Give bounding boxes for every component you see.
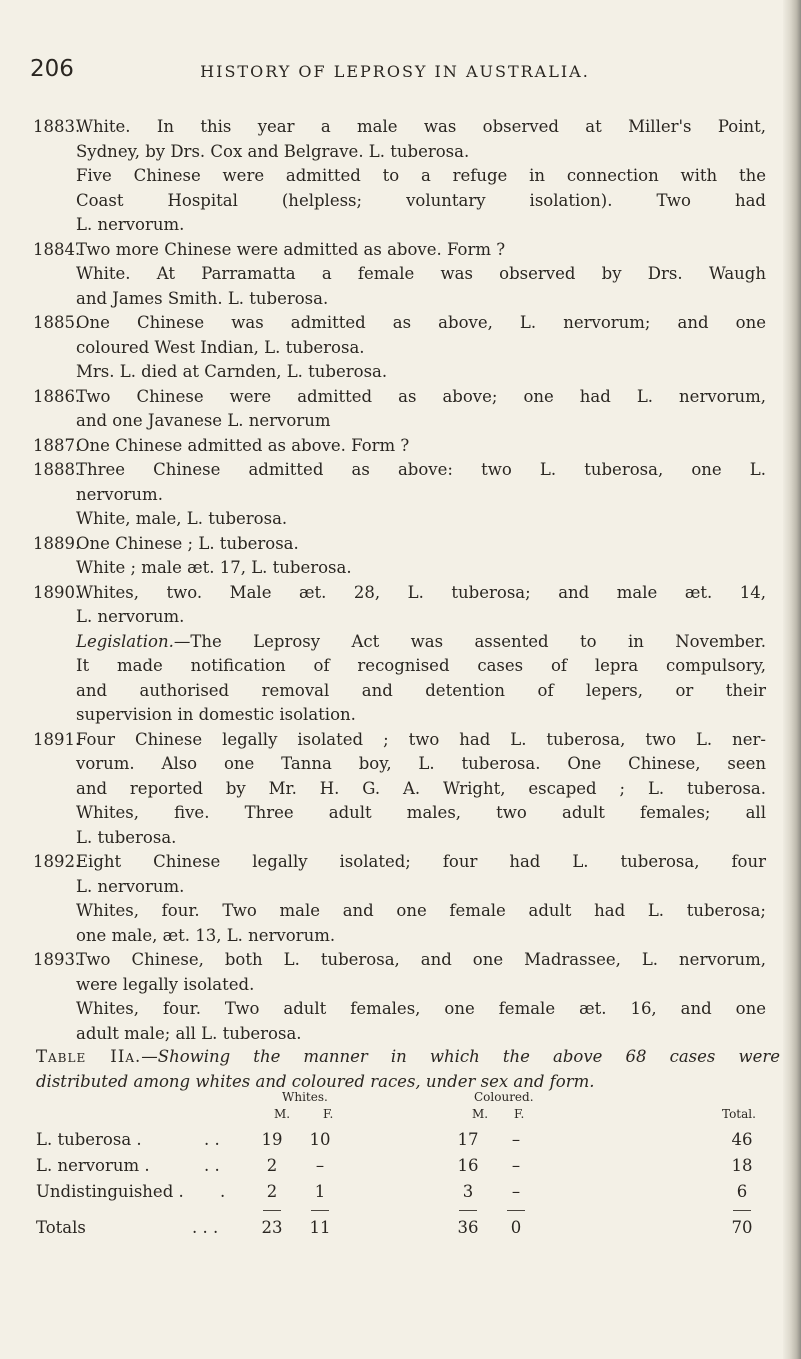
entry-line: one male, æt. 13, L. nervorum.	[76, 925, 336, 945]
cell-whites-f: 11	[309, 1218, 331, 1237]
entry-line: Whites, two. Male æt. 28, L. tuberosa; and male æt. 14,	[76, 582, 766, 602]
entry-1887	[0, 434, 790, 459]
cell-whites-m: 19	[261, 1130, 283, 1149]
entry-line: adult male; all L. tuberosa.	[76, 1023, 302, 1043]
entry-line: Three Chinese admitted as above: two L. tuberosa, one L.	[76, 460, 766, 479]
entry-1893	[0, 948, 790, 1046]
column-header: M.	[472, 1107, 489, 1121]
cell-coloured-f: –	[511, 1182, 521, 1201]
entry-line: vorum. Also one Tanna boy, L. tuberosa. One Chinese, seen	[76, 754, 766, 773]
cell-whites-m: 2	[266, 1182, 278, 1201]
entry-line: and authorised removal and detention of lepers, or their	[76, 680, 766, 700]
entry-line: White, male, L. tuberosa.	[76, 509, 288, 528]
cell-total: 46	[731, 1130, 753, 1149]
row-leader: .	[220, 1182, 226, 1201]
cell-coloured-m: 3	[462, 1182, 474, 1201]
entry-text	[76, 238, 766, 312]
cell-total: 18	[731, 1156, 753, 1175]
entry-line: L. nervorum.	[76, 876, 185, 896]
entry-text	[76, 532, 766, 581]
entry-line: Mrs. L. died at Carnden, L. tuberosa.	[76, 362, 388, 381]
row-leader: . .	[204, 1130, 220, 1149]
entry-text	[76, 115, 766, 238]
table-row	[36, 1182, 780, 1206]
entry-text	[76, 311, 766, 385]
entry-1889	[0, 532, 790, 581]
entry-line: were legally isolated.	[76, 974, 255, 994]
entry-1886	[0, 385, 790, 434]
row-label: Undistinguished .	[36, 1182, 184, 1201]
entry-line: L. nervorum.	[76, 215, 185, 234]
entry-year: 1888.	[33, 460, 81, 479]
entry-line: Eight Chinese legally isolated; four had L. tuberosa, four	[76, 852, 766, 871]
entry-text	[76, 385, 766, 434]
running-head: HISTORY OF LEPROSY IN AUSTRALIA.	[200, 62, 590, 81]
sum-rule	[311, 1210, 329, 1211]
entry-year: 1891.	[33, 729, 81, 749]
entry-year: 1883.	[33, 117, 81, 136]
entry-line: Two Chinese were admitted as above; one had L. nervorum,	[76, 386, 766, 406]
cell-coloured-m: 17	[457, 1130, 479, 1149]
entry-line: L. nervorum.	[76, 607, 185, 626]
entry-year: 1890.	[33, 582, 81, 602]
table-caption	[36, 1045, 780, 1094]
legislation-text: —The Leprosy Act was assented to in November.	[173, 631, 766, 651]
chronology-entries	[0, 115, 790, 1046]
page-header	[0, 56, 790, 96]
entry-line: White ; male æt. 17, L. tuberosa.	[76, 558, 352, 577]
entry-year: 1887.	[33, 435, 81, 455]
page-number: 206	[30, 56, 74, 82]
row-label: L. nervorum .	[36, 1156, 150, 1175]
entry-year: 1889.	[33, 533, 81, 553]
cell-coloured-f: –	[511, 1130, 521, 1149]
table-row	[36, 1156, 780, 1180]
caption-line-1	[36, 1045, 780, 1070]
table-label: Table IIa.	[36, 1047, 142, 1066]
legislation-label: Legislation.	[76, 631, 174, 651]
entry-1890	[0, 581, 790, 728]
cell-coloured-m: 16	[457, 1156, 479, 1175]
entry-text	[76, 948, 766, 1046]
sum-rule	[507, 1210, 525, 1211]
table-row	[36, 1130, 780, 1154]
entry-line: coloured West Indian, L. tuberosa.	[76, 337, 365, 357]
row-leader: . . .	[192, 1218, 219, 1237]
entry-1885	[0, 311, 790, 385]
caption-text-1: —Showing the manner in which the above 68 cases were	[141, 1047, 780, 1066]
entry-text	[76, 581, 766, 728]
entry-text	[76, 728, 766, 851]
entry-line: Two Chinese, both L. tuberosa, and one Madrassee, L. nervorum,	[76, 950, 766, 969]
entry-line: Five Chinese were admitted to a refuge in connection with the	[76, 166, 766, 185]
entry-text	[76, 850, 766, 948]
entry-year: 1892.	[33, 852, 81, 871]
cell-total: 6	[736, 1182, 748, 1201]
entry-year: 1884.	[33, 239, 81, 259]
entry-line: Four Chinese legally isolated ; two had L. tuberosa, two L. ner-	[76, 729, 766, 749]
legislation-line	[76, 630, 766, 655]
entry-year: 1893.	[33, 950, 81, 969]
cell-coloured-f: 0	[510, 1218, 522, 1237]
column-header: M.	[274, 1107, 291, 1121]
entry-line: One Chinese admitted as above. Form ?	[76, 435, 410, 455]
column-header: Total.	[722, 1107, 756, 1121]
entry-1884	[0, 238, 790, 312]
row-label: Totals	[36, 1218, 86, 1237]
entry-1888	[0, 458, 790, 532]
entry-line: One Chinese was admitted as above, L. nervorum; and one	[76, 313, 766, 332]
group-header-whites: Whites.	[282, 1090, 328, 1104]
summary-table	[36, 1090, 780, 1270]
entry-line: Whites, four. Two male and one female adult had L. tuberosa;	[76, 901, 766, 920]
row-label: L. tuberosa .	[36, 1130, 142, 1149]
entry-line: Whites, four. Two adult females, one female æt. 16, and one	[76, 999, 766, 1018]
entry-text	[76, 458, 766, 532]
entry-line: It made notification of recognised cases of lepra compulsory,	[76, 656, 766, 675]
entry-text	[76, 434, 766, 459]
cell-coloured-m: 36	[457, 1218, 479, 1237]
entry-line: White. At Parramatta a female was observed by Drs. Waugh	[76, 264, 766, 283]
entry-line: Coast Hospital (helpless; voluntary isolation). Two had	[76, 190, 766, 210]
cell-whites-m: 2	[266, 1156, 278, 1175]
entry-line: L. tuberosa.	[76, 827, 177, 847]
entry-line: White. In this year a male was observed at Miller's Point,	[76, 117, 766, 136]
sum-rule	[733, 1210, 751, 1211]
entry-1891	[0, 728, 790, 851]
entry-year: 1886.	[33, 386, 81, 406]
entry-line: Whites, five. Three adult males, two adult females; all	[76, 803, 766, 822]
group-header-coloured: Coloured.	[474, 1090, 534, 1104]
row-leader: . .	[204, 1156, 220, 1175]
table-row-totals	[36, 1218, 780, 1242]
entry-line: supervision in domestic isolation.	[76, 705, 356, 724]
entry-1892	[0, 850, 790, 948]
cell-whites-f: 10	[309, 1130, 331, 1149]
entry-line: One Chinese ; L. tuberosa.	[76, 533, 299, 553]
entry-line: Sydney, by Drs. Cox and Belgrave. L. tuberosa.	[76, 141, 470, 161]
entry-year: 1885.	[33, 313, 81, 332]
cell-total: 70	[731, 1218, 753, 1237]
sum-rule	[263, 1210, 281, 1211]
cell-whites-f: 1	[314, 1182, 326, 1201]
entry-1883	[0, 115, 790, 238]
entry-line: and James Smith. L. tuberosa.	[76, 288, 329, 308]
entry-line: Two more Chinese were admitted as above. Form ?	[76, 239, 506, 259]
column-header: F.	[514, 1107, 525, 1121]
sum-rule	[459, 1210, 477, 1211]
entry-line: and one Javanese L. nervorum	[76, 411, 331, 430]
entry-line: nervorum.	[76, 484, 163, 504]
caption-text-2: distributed among whites and coloured races, under sex and form.	[36, 1071, 595, 1091]
column-header: F.	[323, 1107, 334, 1121]
cell-whites-f: –	[315, 1156, 325, 1175]
entry-line: and reported by Mr. H. G. A. Wright, escaped ; L. tuberosa.	[76, 778, 766, 798]
cell-coloured-f: –	[511, 1156, 521, 1175]
cell-whites-m: 23	[261, 1218, 283, 1237]
